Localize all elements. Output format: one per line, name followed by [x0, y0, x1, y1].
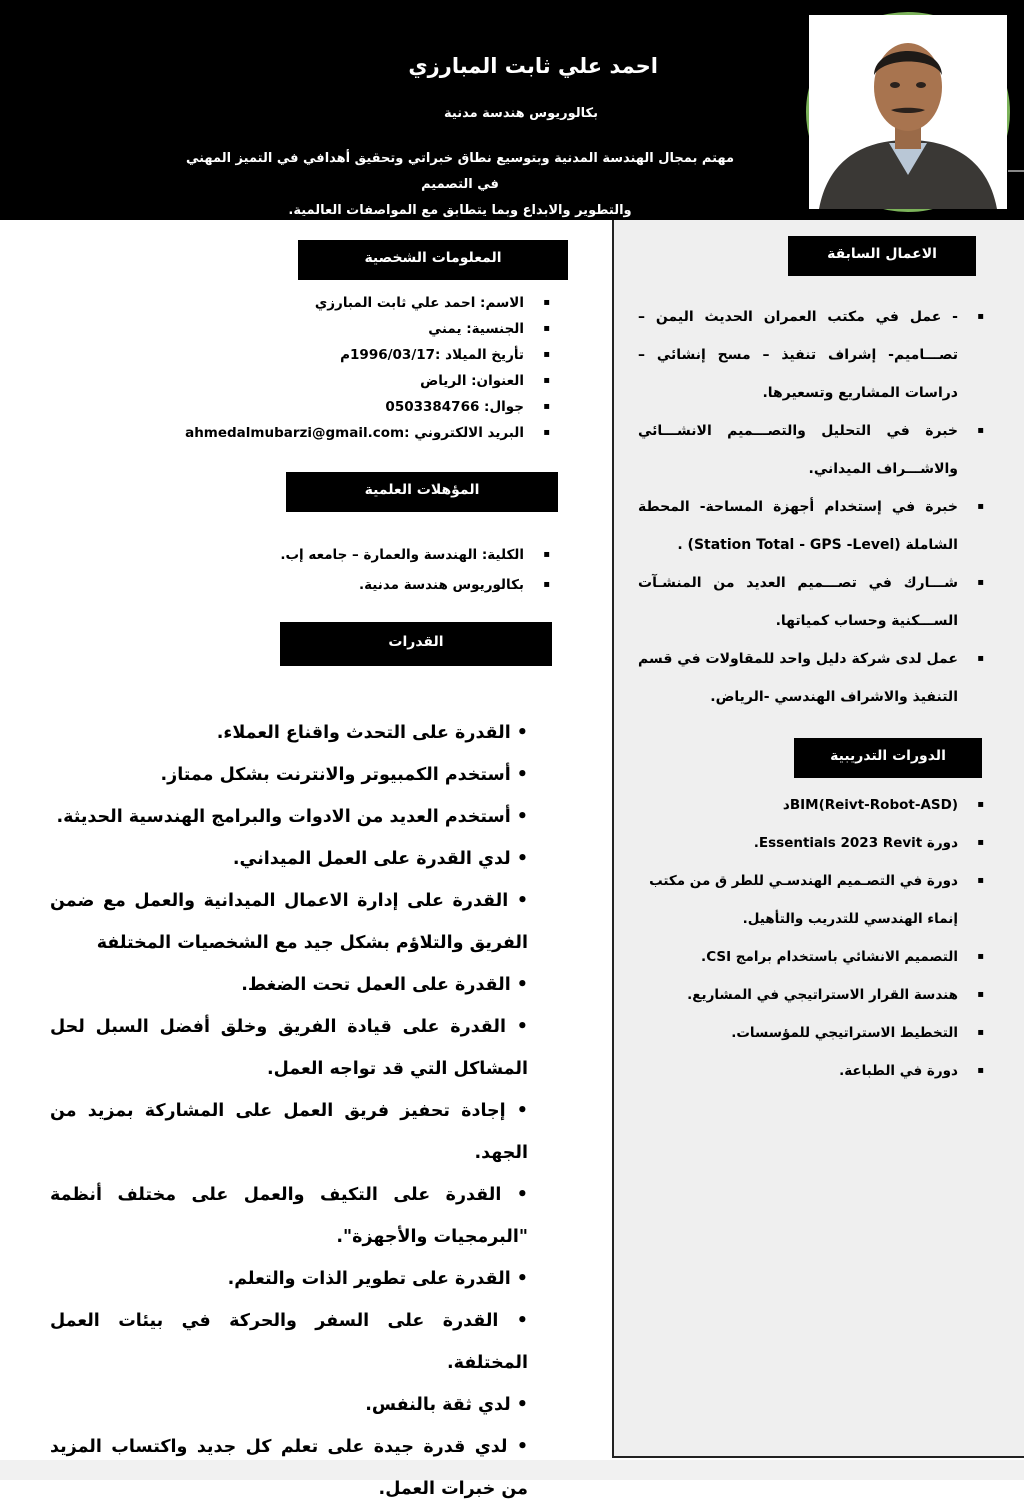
list-item: ▪ دورة Essentials 2023 Revit.: [628, 824, 958, 862]
list-item: • لدي القدرة على العمل الميداني.: [232, 849, 528, 869]
person-portrait-icon: [809, 15, 1007, 209]
list-item: ▪ هندسة القرار الاستراتيجي في المشاريع.: [628, 976, 958, 1014]
qualifications-list: [200, 540, 524, 600]
list-item: • القدرة على السفر والحركة في بيئات العمل المختلفة.: [50, 1311, 528, 1373]
list-item: ▪ شـــارك في تصـــميم العديد من المنشـآت الســـكنية وحساب كمياتها.: [638, 564, 958, 640]
list-item: • أستخدم الكمبيوتر والانترنت بشكل ممتاز.: [160, 765, 528, 785]
list-item: ▪ جوال: 0503384766: [160, 394, 524, 420]
list-item: • القدرة على قيادة الفريق وخلق أفضل السبل لحل المشاكل التي قد تواجه العمل.: [50, 1017, 528, 1079]
list-item: ▪ الكلية: الهندسة والعمارة – جامعه إب.: [200, 540, 524, 570]
list-item: ▪ دورة في التصـميم الهندسـي للطر ق من مكتب إنماء الهندسي للتدريب والتأهيل.: [628, 862, 958, 938]
list-item: • لدي ثقة بالنفس.: [365, 1395, 528, 1415]
list-item: ▪ دورة في الطباعة.: [628, 1052, 958, 1090]
personal-info-list: [160, 290, 524, 446]
list-item: • إجادة تحفيز فريق العمل على المشاركة بمزيد من الجهد.: [50, 1101, 528, 1163]
list-item: • القدرة على تطوير الذات والتعلم.: [227, 1269, 528, 1289]
courses-list: [628, 786, 958, 1090]
profile-photo: [806, 12, 1010, 212]
list-item: ▪ خبرة في التحليل والتصـــميم الانشـــائي والاشـــراف الميداني.: [638, 412, 958, 488]
list-item: • أستخدم العديد من الادوات والبرامج الهندسية الحديثة.: [56, 807, 528, 827]
bio-line-2: والتطوير والابداع وبما يتطابق مع المواصفات العالمية.: [288, 203, 632, 218]
header-divider: [1008, 170, 1024, 172]
qualifications-title: المؤهلات العلمية: [286, 472, 558, 512]
list-item: ▪ بكالوريوس هندسة مدنية.: [200, 570, 524, 600]
list-item: ▪ - عمل في مكتب العمران الحديث اليمن – تصـــاميم- إشراف تنفيذ – مسح إنشائي –دراسات المشاريع وتسعيرها.: [638, 298, 958, 412]
courses-title: الدورات التدريبية: [794, 738, 982, 778]
full-name: احمد علي ثابت المبارزي: [408, 54, 658, 78]
bio-line-1: مهتم بمجال الهندسة المدنية وبتوسيع نطاق خبراتي وتحقيق أهدافي في التميز المهني في التصميم: [185, 151, 735, 192]
list-item: ▪ تأريخ الميلاد :1996/03/17م: [160, 342, 524, 368]
list-item: • القدرة على إدارة الاعمال الميدانية والعمل مع ضمن الفريق والتلاؤم بشكل جيد مع الشخصيات المختلفة: [50, 891, 528, 953]
previous-work-list: [638, 298, 958, 716]
list-item: ▪ التخطيط الاستراتيجي للمؤسسات.: [628, 1014, 958, 1052]
list-item: ▪ عمل لدى شركة دليل واحد للمقاولات في قسم التنفيذ والاشراف الهندسي -الرياض.: [638, 640, 958, 716]
list-item: • لدي قدرة جيدة على تعلم كل جديد واكتساب المزيد من خبرات العمل.: [50, 1437, 528, 1499]
bio-text: [180, 146, 740, 224]
list-item: ▪ العنوان: الرياض: [160, 368, 524, 394]
previous-work-title: الاعمال السابقة: [788, 236, 976, 276]
abilities-title: القدرات: [280, 622, 552, 666]
list-item: ▪ البريد الالكتروني :ahmedalmubarzi@gmail.com: [160, 420, 524, 446]
abilities-list: [50, 712, 528, 1510]
list-item: • القدرة على التحدث واقناع العملاء.: [216, 723, 528, 743]
list-item: ▪ التصميم الانشائي باستخدام برامج CSI.: [628, 938, 958, 976]
header-text: [150, 0, 750, 220]
degree-subtitle: بكالوريوس هندسة مدنية: [444, 106, 598, 121]
list-item: ▪ BIM(Reivt-Robot-ASD)د: [628, 786, 958, 824]
header-banner: [0, 0, 1024, 220]
list-item: ▪ الجنسية: يمني: [160, 316, 524, 342]
list-item: ▪ خبرة في إستخدام أجهزة المساحة- المحطة الشاملة (Station Total - GPS -Level) .: [638, 488, 958, 564]
list-item: ▪ الاسم: احمد علي ثابت المبارزي: [160, 290, 524, 316]
list-item: • القدرة على العمل تحت الضغط.: [241, 975, 528, 995]
personal-info-title: المعلومات الشخصية: [298, 240, 568, 280]
list-item: • القدرة على التكيف والعمل على مختلف أنظمة "البرمجيات والأجهزة".: [50, 1185, 528, 1247]
